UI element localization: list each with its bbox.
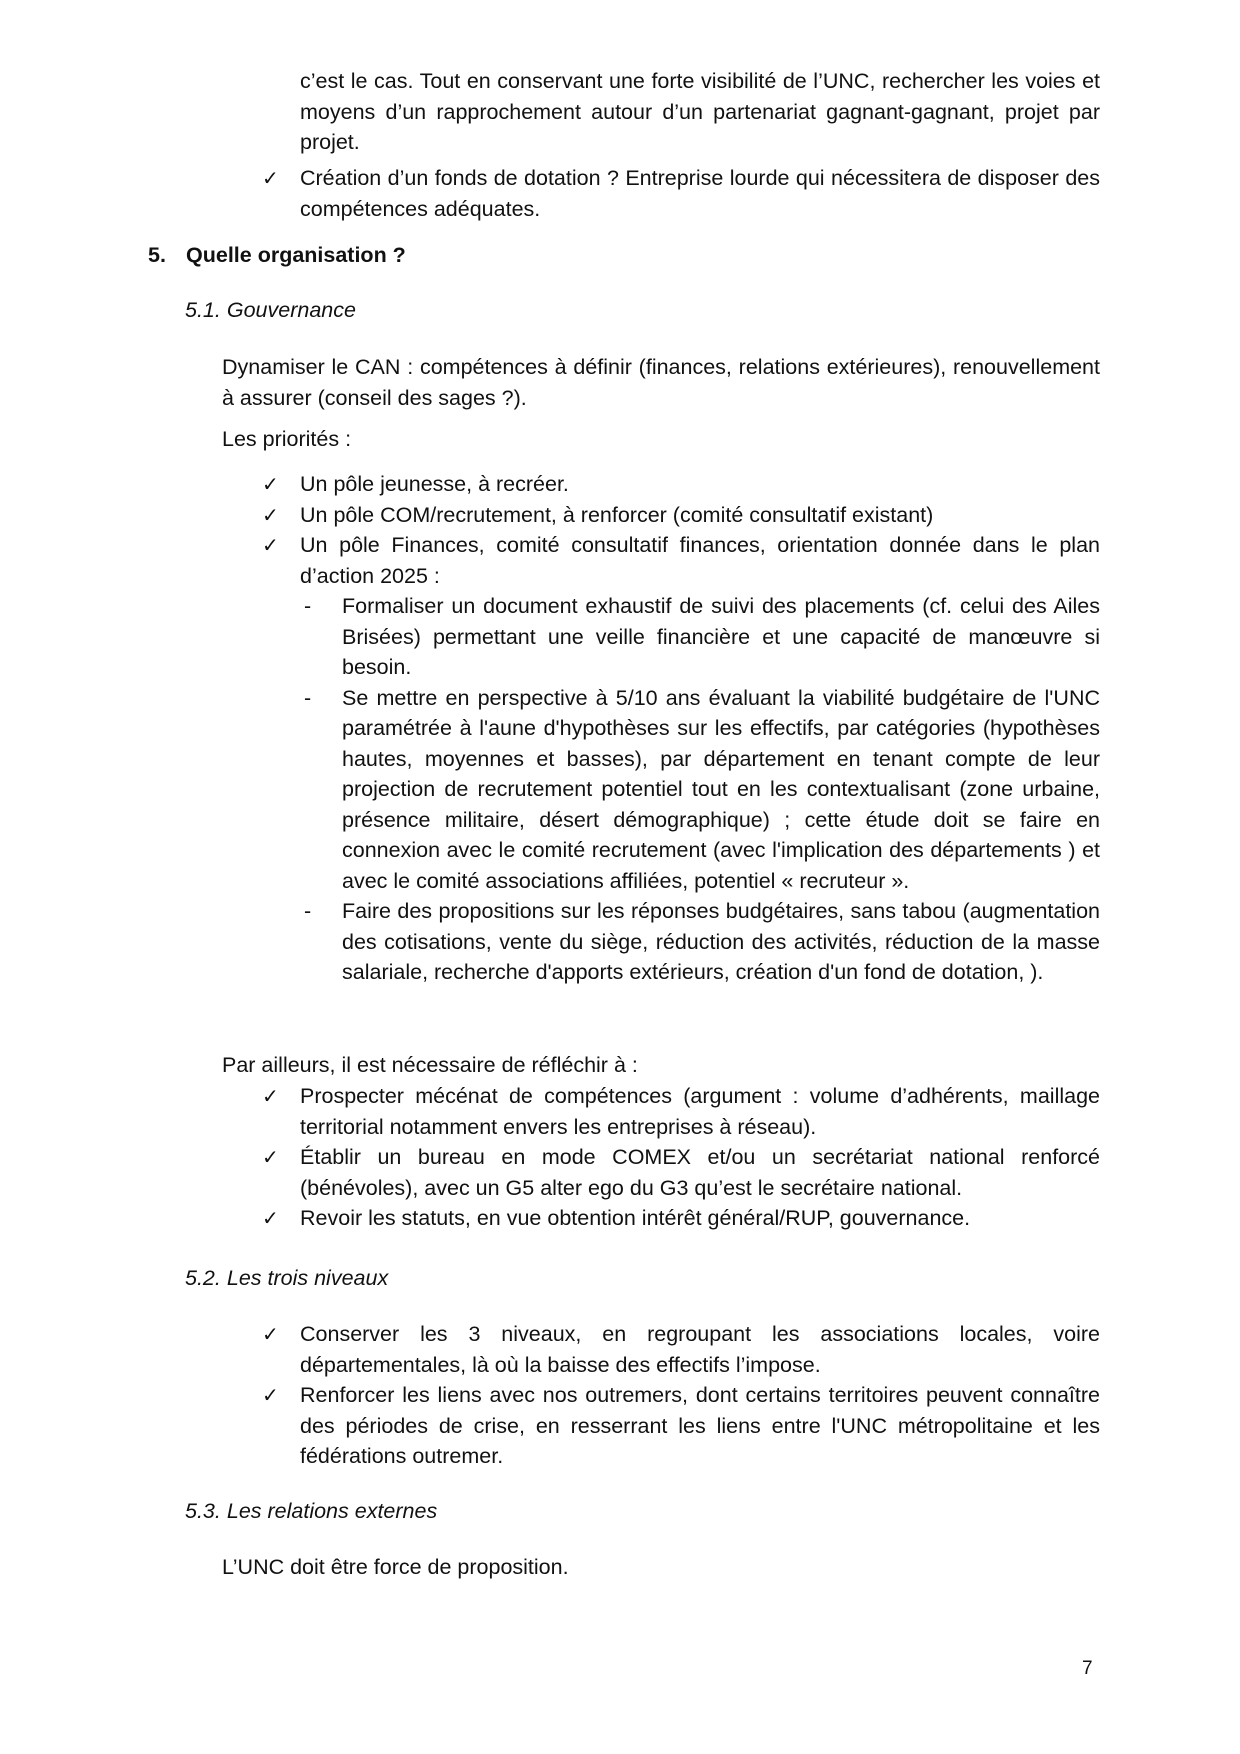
paragraph-text: L’UNC doit être force de proposition.	[222, 1555, 569, 1579]
list-item	[262, 1319, 1100, 1380]
list-item-text: Renforcer les liens avec nos outremers, dont certains territoires peuvent connaître des périodes de crise, en resserrant les liens entre l'UNC métropolitaine et les fédérations outremer.	[300, 1383, 1100, 1468]
check-icon: ✓	[262, 533, 279, 557]
continuation-paragraph	[300, 66, 1100, 158]
list-item	[262, 1380, 1100, 1472]
check-icon: ✓	[262, 1145, 279, 1169]
subsection-title: Les trois niveaux	[226, 1266, 389, 1290]
list-item	[262, 500, 1100, 531]
list-item-text: Un pôle COM/recrutement, à renforcer (comité consultatif existant)	[300, 502, 934, 527]
check-icon: ✓	[262, 1322, 279, 1346]
dash-bullet: -	[304, 594, 312, 618]
list-item	[262, 163, 1100, 224]
dash-item	[300, 896, 1100, 988]
list-item-text: Création d’un fonds de dotation ? Entreprise lourde qui nécessitera de disposer des compétences adéquates.	[300, 166, 1100, 221]
list-item-text: Un pôle jeunesse, à recréer.	[300, 472, 569, 496]
list-item	[262, 1081, 1100, 1142]
dash-bullet: -	[304, 685, 312, 710]
dash-item	[300, 683, 1100, 897]
relations-paragraph	[222, 1552, 569, 1583]
subsection-number: 5.2.	[185, 1266, 221, 1290]
subsection-title: Gouvernance	[226, 298, 356, 322]
subsection-heading-5-3	[185, 1496, 437, 1527]
subsection-number: 5.1.	[185, 298, 221, 322]
page-number-text: 7	[1082, 1658, 1093, 1679]
check-icon: ✓	[262, 166, 279, 190]
dash-item	[300, 591, 1100, 683]
priorities-checklist	[262, 469, 1100, 988]
subsection-heading-5-1	[185, 295, 356, 326]
also-checklist	[262, 1081, 1100, 1234]
finance-dash-list	[300, 591, 1100, 988]
dash-item-text: Formaliser un document exhaustif de suivi des placements (cf. celui des Ailes Brisées) permettant une veille financière et une capacité de manœuvre si besoin.	[342, 594, 1100, 679]
list-item-text: Revoir les statuts, en vue obtention intérêt général/RUP, gouvernance.	[300, 1206, 971, 1230]
continuation-text: c’est le cas. Tout en conservant une forte visibilité de l’UNC, rechercher les voies et moyens d’un rapprochement autour d’un partenariat gagnant-gagnant, projet par projet.	[300, 69, 1100, 154]
niveaux-checklist	[262, 1319, 1100, 1472]
page-number	[1082, 1654, 1093, 1685]
dash-item-text: Faire des propositions sur les réponses budgétaires, sans tabou (augmentation des cotisations, vente du siège, réduction des activités, réduction de la masse salariale, recherche d'apports extérieurs, création d'un fond de dotation, ).	[342, 899, 1100, 984]
section-title: Quelle organisation ?	[186, 243, 406, 267]
dash-bullet: -	[304, 899, 312, 923]
subsection-title: Les relations externes	[226, 1499, 438, 1523]
paragraph-text: Par ailleurs, il est nécessaire de réfléchir à :	[222, 1053, 638, 1077]
list-item-text: Conserver les 3 niveaux, en regroupant les associations locales, voire départementales, là où la baisse des effectifs l’impose.	[300, 1322, 1100, 1377]
check-icon: ✓	[262, 1206, 279, 1230]
paragraph-text: Dynamiser le CAN : compétences à définir (finances, relations extérieures), renouvellement à assurer (conseil des sages ?).	[222, 355, 1100, 410]
list-item	[262, 469, 1100, 500]
list-item-text: Prospecter mécénat de compétences (argument : volume d’adhérents, maillage territorial notamment envers les entreprises à réseau).	[300, 1084, 1100, 1139]
check-icon: ✓	[262, 472, 279, 496]
list-item-text: Un pôle Finances, comité consultatif finances, orientation donnée dans le plan d’action 2025 :	[300, 533, 1100, 588]
list-item	[262, 530, 1100, 988]
section-number: 5.	[148, 243, 166, 267]
list-item	[262, 1142, 1100, 1203]
check-icon: ✓	[262, 1383, 279, 1407]
list-item-text: Établir un bureau en mode COMEX et/ou un secrétariat national renforcé (bénévoles), avec un G5 alter ego du G3 qu’est le secrétaire national.	[300, 1145, 1100, 1200]
also-label	[222, 1050, 638, 1081]
paragraph-text: Les priorités :	[222, 427, 352, 451]
gouvernance-intro	[222, 352, 1100, 413]
priorities-label	[222, 424, 351, 455]
fonds-checklist	[262, 163, 1100, 224]
subsection-heading-5-2	[185, 1263, 388, 1294]
subsection-number: 5.3.	[185, 1499, 221, 1523]
check-icon: ✓	[262, 1084, 279, 1108]
dash-item-text: Se mettre en perspective à 5/10 ans évaluant la viabilité budgétaire de l'UNC paramétrée à l'aune d'hypothèses sur les effectifs, par catégories (hypothèses hautes, moyennes et basses), par département en tenant compte de leur projection de recrutement potentiel tout en les contextualisant (zone urbaine, présence militaire, désert démographique) ; cette étude doit se faire en connexion avec le comité recrutement (avec l'implication des départements ) et avec le comité associations affiliées, potentiel « recruteur ».	[342, 685, 1100, 893]
list-item	[262, 1203, 1100, 1234]
check-icon: ✓	[262, 502, 279, 527]
section-heading	[148, 240, 406, 271]
